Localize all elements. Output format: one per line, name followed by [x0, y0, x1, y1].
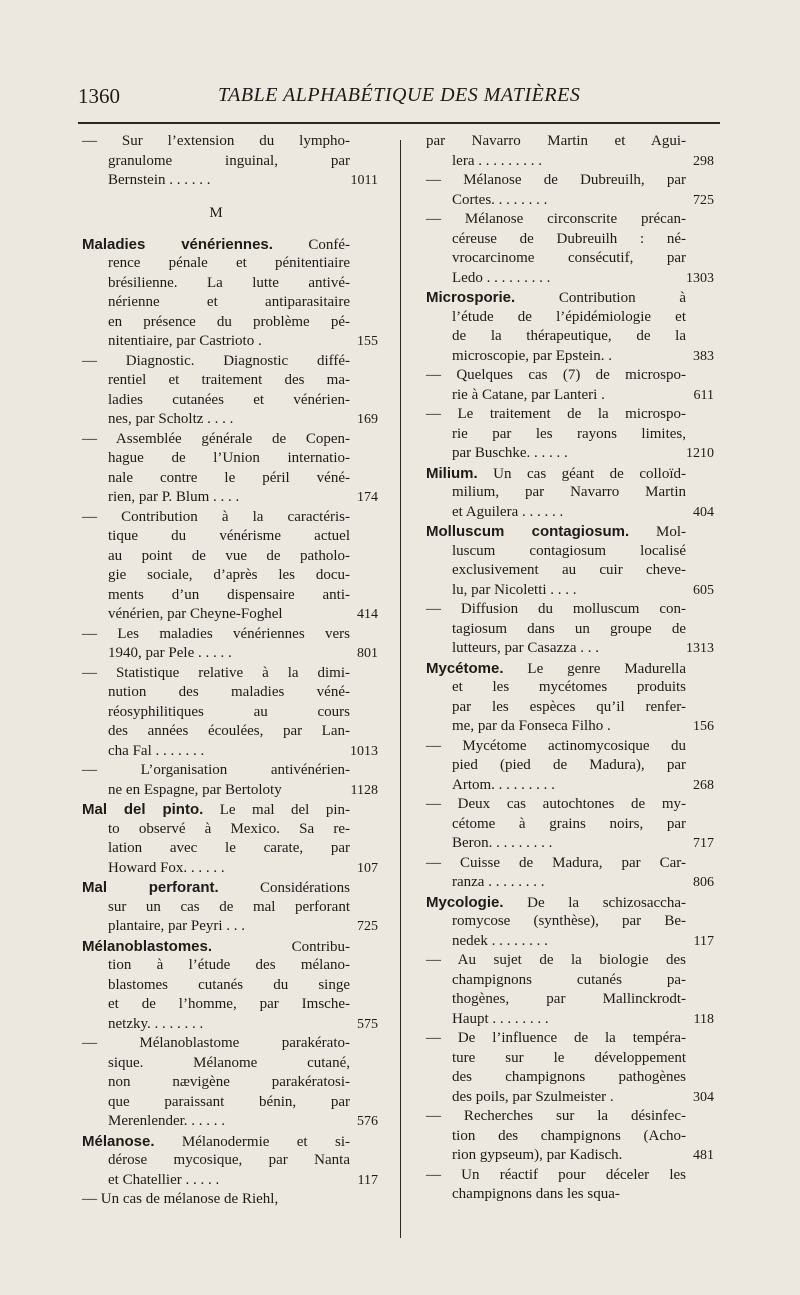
entry-text: au point de vue de patholo- [108, 547, 350, 564]
page-reference: 801 [357, 646, 378, 661]
entry-line [426, 288, 686, 308]
entry-text: tique du vénérisme actuel [108, 528, 350, 544]
entry-text: des champignons pathogènes [452, 1069, 686, 1085]
entry-line [426, 1166, 686, 1186]
entry-line [82, 449, 350, 469]
entry-line [426, 152, 714, 172]
entry-text: — Diagnostic. Diagnostic diffé- [82, 352, 350, 369]
entry-text: des années écoulées, par Lan- [108, 723, 350, 739]
entry-line [426, 483, 686, 503]
entry-text: — Quelques cas (7) de microspo- [426, 367, 686, 383]
entry-line [82, 1054, 350, 1074]
entry-text: De la schizosaccha- [503, 894, 686, 911]
entry-line [426, 600, 686, 620]
entry-text: netzky. . . . . . . . [108, 1015, 204, 1032]
entry-line [82, 1132, 350, 1152]
entry-text: Howard Fox. . . . . . [108, 859, 225, 876]
entry-text: ladies cutanées et vénérien- [108, 391, 350, 408]
entry-text: rie à Catane, par Lanteri . [452, 386, 605, 403]
page-reference: 1210 [686, 446, 714, 461]
page-reference: 298 [693, 153, 714, 169]
entry-text: — Deux cas autochtones de my- [426, 796, 686, 812]
entry-line [426, 444, 714, 464]
entry-line [426, 191, 714, 211]
entry-line [82, 917, 378, 937]
entry-line [426, 932, 714, 952]
entry-text: non nævigène parakératosi- [108, 1074, 350, 1090]
entry-text: hague de l’Union internatio- [108, 450, 350, 466]
entry-text: — De l’influence de la tempéra- [426, 1030, 686, 1046]
entry-line [426, 347, 714, 367]
entry-text: gie sociale, d’après les docu- [108, 567, 350, 583]
index-entry [82, 1034, 378, 1132]
page-reference: 576 [357, 1114, 378, 1129]
entry-line [426, 737, 686, 757]
entry-text: — Sur l’extension du lympho- [82, 133, 350, 149]
entry-heading: Mélanose. [82, 1132, 155, 1150]
entry-text: — Le traitement de la microspo- [426, 406, 686, 422]
entry-line [82, 527, 350, 547]
entry-line [82, 820, 350, 840]
entry-line [82, 742, 378, 762]
entry-line [426, 1010, 714, 1030]
entry-text: céreuse de Dubreuilh : né- [452, 230, 686, 247]
page-reference: 169 [357, 412, 378, 427]
entry-text: ments d’un dispensaire anti- [108, 586, 350, 603]
index-entry [82, 132, 378, 191]
index-entry [82, 937, 378, 1035]
page-reference: 725 [357, 919, 378, 934]
entry-line [82, 254, 350, 274]
entry-line [426, 795, 686, 815]
entry-line [426, 834, 714, 854]
entry-text: Cortes. . . . . . . . [452, 191, 548, 208]
entry-text: me, par da Fonseca Filho . [452, 718, 611, 734]
entry-line [82, 488, 378, 508]
entry-text: par Buschke. . . . . . [452, 445, 568, 461]
entry-line [426, 366, 686, 386]
entry-text: microscopie, par Epstein. . [452, 347, 612, 364]
page-reference: 414 [357, 607, 378, 622]
entry-line [426, 386, 714, 406]
index-entry [426, 132, 714, 171]
entry-text: — Assemblée générale de Copen- [82, 430, 350, 447]
page-reference: 304 [693, 1089, 714, 1105]
entry-line [82, 878, 350, 898]
entry-text: des poils, par Szulmeister . [452, 1088, 614, 1105]
page-reference: 725 [693, 192, 714, 208]
entry-text: ranza . . . . . . . . [452, 874, 545, 890]
index-entry [82, 1190, 350, 1210]
entry-text: l’étude de l’épidémiologie et [452, 308, 686, 325]
page-reference: 268 [693, 777, 714, 793]
index-entry [82, 664, 378, 762]
entry-text: exclusivement au cuir cheve- [452, 562, 686, 578]
entry-text: pied (pied de Madura), par [452, 757, 686, 773]
entry-text: Merenlender. . . . . . [108, 1113, 226, 1129]
index-entry [82, 1132, 378, 1191]
entry-line [82, 937, 350, 957]
page-reference: 1013 [350, 743, 378, 759]
entry-line [82, 1171, 378, 1191]
page-reference: 155 [357, 334, 378, 349]
index-entry [426, 522, 714, 600]
page-reference: 117 [693, 933, 714, 949]
index-entry [82, 352, 378, 430]
entry-heading: Milium. [426, 464, 478, 482]
index-entry [426, 210, 714, 288]
entry-line [426, 990, 686, 1010]
entry-text: et Aguilera . . . . . . [452, 503, 564, 520]
entry-text: champignons cutanés pa- [452, 971, 686, 988]
entry-line [82, 132, 350, 152]
entry-text: ture sur le développement [452, 1049, 686, 1066]
entry-text: — Au sujet de la biologie des [426, 952, 686, 968]
index-entry [426, 951, 714, 1029]
index-entry [426, 464, 714, 523]
entry-heading: Microsporie. [426, 289, 516, 306]
entry-text: — Contribution à la caractéris- [82, 508, 350, 525]
page-header [78, 84, 720, 118]
page-reference: 156 [693, 719, 714, 734]
entry-line [82, 469, 350, 489]
entry-text: — Un réactif pour déceler les [426, 1166, 686, 1183]
entry-line [426, 561, 686, 581]
page-reference: 717 [693, 836, 714, 851]
entry-text: thogènes, par Mallinckrodt- [452, 991, 686, 1007]
entry-text: — Statistique relative à la dimi- [82, 664, 350, 681]
page-reference: 605 [693, 582, 714, 598]
entry-line [426, 756, 686, 776]
entry-heading: Molluscum contagiosum. [426, 523, 630, 540]
entry-text: tion des champignons (Acho- [452, 1127, 686, 1144]
entry-line [82, 761, 350, 781]
entry-line [426, 912, 686, 932]
entry-text: nérienne et antiparasitaire [108, 294, 350, 310]
entry-text: Bernstein . . . . . . [108, 172, 211, 188]
entry-line [82, 800, 350, 820]
entry-text: Le genre Madurella [503, 660, 686, 677]
entry-line [82, 995, 350, 1015]
entry-text: — Cuisse de Madura, par Car- [426, 854, 686, 871]
page-reference: 383 [693, 348, 714, 364]
entry-text: luscum contagiosum localisé [452, 542, 686, 559]
entry-heading: Mycologie. [426, 893, 504, 911]
column-divider [400, 140, 401, 1238]
entry-text: rien, par P. Blum . . . . [108, 489, 240, 505]
entry-line [82, 274, 350, 294]
header-rule [78, 122, 720, 124]
entry-line [426, 425, 686, 445]
entry-line [426, 659, 686, 679]
entry-line [82, 1073, 350, 1093]
entry-line [82, 956, 350, 976]
entry-line [82, 586, 350, 606]
entry-line [82, 722, 350, 742]
entry-text: que paraissant bénin, par [108, 1093, 350, 1110]
entry-line [82, 313, 350, 333]
entry-text: lu, par Nicoletti . . . . [452, 581, 577, 598]
entry-line [82, 293, 350, 313]
index-entry [426, 288, 714, 366]
entry-line [426, 678, 686, 698]
entry-text: Artom. . . . . . . . . [452, 776, 555, 793]
index-entry [426, 171, 714, 210]
entry-line [426, 1185, 686, 1205]
index-entry [82, 878, 378, 937]
entry-text: brésilienne. La lutte antivé- [108, 274, 350, 291]
entry-line [426, 464, 686, 484]
page-reference: 404 [693, 504, 714, 520]
entry-text: — Un cas de mélanose de Riehl, [82, 1191, 279, 1207]
entry-line [426, 1107, 686, 1127]
entry-text: plantaire, par Peyri . . . [108, 918, 246, 934]
entry-line [82, 1112, 378, 1132]
entry-text: sique. Mélanome cutané, [108, 1054, 350, 1071]
entry-line [82, 566, 350, 586]
entry-text: nitentiaire, par Castrioto . [108, 333, 262, 349]
entry-text: Ledo . . . . . . . . . [452, 269, 551, 286]
entry-text: et les mycétomes produits [452, 679, 686, 695]
entry-line [82, 152, 350, 172]
entry-line [426, 581, 714, 601]
entry-line [82, 605, 378, 625]
index-entry [426, 1029, 714, 1107]
entry-text: par les espèces qu’il renfer- [452, 698, 686, 715]
entry-text: Considérations [218, 880, 350, 896]
entry-line [82, 625, 350, 645]
entry-text: Confé- [272, 236, 350, 253]
entry-text: — Les maladies vénériennes vers [82, 625, 350, 642]
entry-text: — Diffusion du molluscum con- [426, 601, 686, 617]
entry-line [426, 230, 686, 250]
running-title: TABLE ALPHABÉTIQUE DES MATIÈRES [218, 84, 581, 106]
entry-text: to observé à Mexico. Sa re- [108, 820, 350, 837]
entry-line [426, 171, 686, 191]
entry-line [82, 683, 350, 703]
page-reference: 1313 [686, 641, 714, 656]
entry-text: — L’organisation antivénérien- [82, 762, 350, 778]
entry-text: lera . . . . . . . . . [452, 152, 542, 169]
entry-text: et de l’homme, par Imsche- [108, 996, 350, 1012]
entry-line [426, 542, 686, 562]
entry-heading: Mal del pinto. [82, 801, 204, 818]
entry-text: vrocarcinome consécutif, par [452, 250, 686, 266]
entry-line [426, 854, 686, 874]
entry-text: dérose mycosique, par Nanta [108, 1152, 350, 1168]
index-entry [426, 600, 714, 659]
page-reference: 1011 [350, 173, 378, 188]
index-entry [426, 1166, 686, 1205]
entry-text: champignons dans les squa- [452, 1186, 620, 1202]
entry-text: cha Fal . . . . . . . [108, 742, 205, 759]
entry-line [82, 644, 378, 664]
section-letter: M [209, 204, 223, 221]
entry-line [426, 1088, 714, 1108]
entry-text: Contribu- [212, 938, 350, 955]
index-entry [82, 235, 378, 352]
entry-line [82, 410, 378, 430]
entry-text: Un cas géant de colloïd- [477, 465, 686, 482]
entry-text: cétome à grains noirs, par [452, 815, 686, 832]
entry-text: granulome inguinal, par [108, 152, 350, 169]
entry-text: 1940, par Pele . . . . . [108, 645, 232, 661]
entry-line [82, 371, 350, 391]
index-entry [82, 430, 378, 508]
index-entry [426, 737, 714, 796]
page-reference: 1128 [350, 782, 378, 798]
entry-line [426, 893, 686, 913]
entry-line [426, 132, 686, 152]
entry-line [82, 1093, 350, 1113]
entry-line [82, 1015, 378, 1035]
entry-line [82, 508, 350, 528]
entry-text: romycose (synthèse), par Be- [452, 913, 686, 929]
entry-text: vénérien, par Cheyne-Foghel [108, 606, 283, 622]
entry-line [82, 391, 350, 411]
entry-text: nes, par Scholtz . . . . [108, 411, 234, 427]
entry-line [82, 332, 378, 352]
entry-line [426, 698, 686, 718]
page-reference: 806 [693, 875, 714, 890]
index-entry [82, 800, 378, 878]
entry-text: rence pénale et pénitentiaire [108, 255, 350, 271]
index-entry [426, 1107, 714, 1166]
entry-line [426, 308, 686, 328]
entry-text: sur un cas de mal perforant [108, 898, 350, 915]
entry-line [82, 781, 378, 801]
entry-line [82, 430, 350, 450]
page-reference: 107 [357, 860, 378, 876]
entry-line [82, 703, 350, 723]
entry-text: — Mélanoblastome parakérato- [82, 1035, 350, 1051]
entry-text: — Mycétome actinomycosique du [426, 737, 686, 754]
entry-text: nale contre le péril véné- [108, 469, 350, 486]
index-entry [82, 625, 378, 664]
page-number: 1360 [78, 84, 120, 108]
entry-line [426, 620, 686, 640]
index-entry [426, 893, 714, 952]
entry-text: lutteurs, par Casazza . . . [452, 640, 600, 656]
entry-line [426, 1029, 686, 1049]
entry-line [426, 1146, 714, 1166]
entry-text: milium, par Navarro Martin [452, 484, 686, 500]
page-reference: 481 [693, 1148, 714, 1163]
entry-line [82, 976, 350, 996]
entry-line [426, 951, 686, 971]
entry-line [82, 898, 350, 918]
entry-text: ne en Espagne, par Bertoloty [108, 781, 282, 798]
entry-text: tagiosum dans un groupe de [452, 620, 686, 637]
entry-line [426, 971, 686, 991]
entry-heading: Mycétome. [426, 659, 504, 677]
entry-text: lation avec le carate, par [108, 840, 350, 856]
entry-text: — Mélanose circonscrite précan- [426, 211, 686, 227]
entry-line [426, 717, 714, 737]
left-column [82, 132, 378, 1210]
entry-text: de la thérapeutique, de la [452, 328, 686, 344]
entry-line [82, 664, 350, 684]
page-reference: 174 [357, 490, 378, 505]
index-entry [426, 795, 714, 854]
entry-line [426, 776, 714, 796]
entry-text: — Mélanose de Dubreuilh, par [426, 172, 686, 188]
page-reference: 611 [693, 387, 714, 403]
entry-text: Mol- [629, 524, 687, 540]
entry-line [426, 815, 686, 835]
page-reference: 117 [357, 1172, 378, 1188]
index-entry [426, 854, 714, 893]
entry-text: nution des maladies véné- [108, 684, 350, 700]
entry-heading: Mélanoblastomes. [82, 937, 213, 955]
entry-line [426, 522, 686, 542]
index-entry [426, 659, 714, 737]
entry-text: nedek . . . . . . . . [452, 932, 548, 949]
entry-line [82, 171, 378, 191]
entry-text: rie par les rayons limites, [452, 425, 686, 442]
index-entry [82, 761, 378, 800]
entry-line [426, 639, 714, 659]
entry-line [82, 235, 350, 255]
page-reference: 575 [357, 1016, 378, 1032]
entry-line [82, 839, 350, 859]
page-reference: 118 [693, 1011, 714, 1027]
entry-text: rion gypseum), par Kadisch. [452, 1147, 623, 1163]
entry-heading: Maladies vénériennes. [82, 235, 273, 253]
entry-line [82, 1190, 350, 1210]
entry-text: — Recherches sur la désinfec- [426, 1108, 686, 1124]
entry-heading: Mal perforant. [82, 879, 219, 896]
entry-line [82, 352, 350, 372]
entry-line [426, 249, 686, 269]
entry-text: réosyphilitiques au cours [108, 703, 350, 720]
entry-text: tion à l’étude des mélano- [108, 957, 350, 973]
entry-line [426, 1049, 686, 1069]
entry-line [426, 503, 714, 523]
entry-line [426, 1127, 686, 1147]
entry-line [426, 269, 714, 289]
entry-line [426, 210, 686, 230]
entry-line [426, 873, 714, 893]
entry-text: Le mal del pin- [203, 802, 350, 818]
entry-line [82, 547, 350, 567]
entry-text: blastomes cutanés du singe [108, 976, 350, 993]
entry-line [82, 1034, 350, 1054]
page-reference: 1303 [686, 270, 714, 286]
entry-text: en présence du problème pé- [108, 313, 350, 330]
entry-line [82, 1151, 350, 1171]
entry-line [426, 1068, 686, 1088]
entry-text: Mélanodermie et si- [154, 1133, 350, 1150]
entry-text: et Chatellier . . . . . [108, 1171, 220, 1188]
index-entry [82, 508, 378, 625]
entry-text: Haupt . . . . . . . . [452, 1010, 549, 1027]
entry-text: rentiel et traitement des ma- [108, 372, 350, 388]
right-column [426, 132, 714, 1205]
index-entry [426, 405, 714, 464]
entry-text: par Navarro Martin et Agui- [426, 133, 686, 149]
entry-text: Beron. . . . . . . . . [452, 835, 553, 851]
entry-line [426, 405, 686, 425]
entry-line [426, 327, 686, 347]
entry-text: Contribution à [515, 290, 686, 306]
entry-line [82, 859, 378, 879]
index-entry [426, 366, 714, 405]
